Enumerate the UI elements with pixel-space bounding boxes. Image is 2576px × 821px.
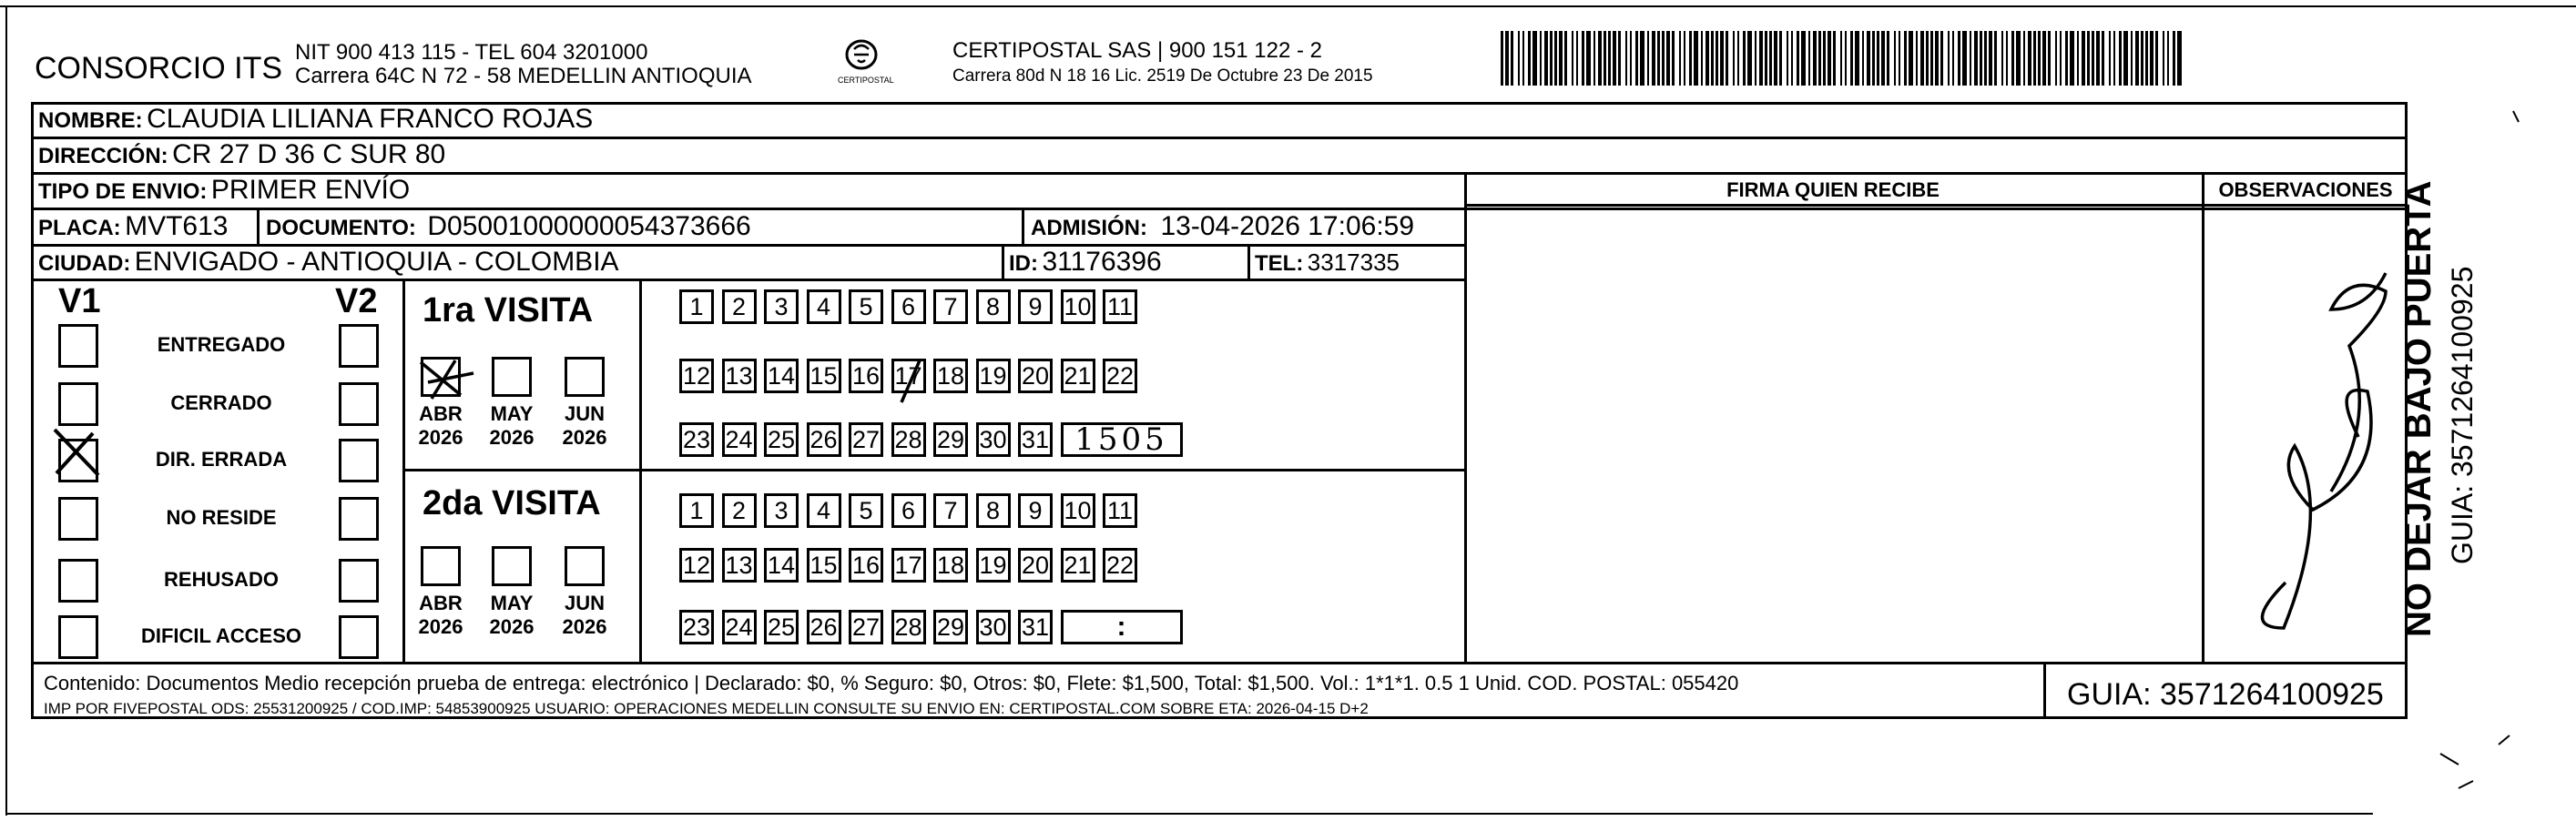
- status-option-label: DIR. ERRADA: [155, 448, 288, 471]
- company-nit-tel: NIT 900 413 115 - TEL 604 3201000: [295, 40, 648, 65]
- day-box-15[interactable]: 15: [807, 359, 841, 393]
- day-box-24[interactable]: 24: [722, 610, 757, 644]
- logo-text: CERTIPOSTAL: [838, 76, 894, 85]
- day-box-26[interactable]: 26: [807, 422, 841, 457]
- day-box-31[interactable]: 31: [1018, 610, 1053, 644]
- month-year: 2026: [562, 615, 607, 638]
- side-notice: NO DEJAR BAJO PUERTA: [2398, 180, 2439, 637]
- day-box-30[interactable]: 30: [976, 422, 1011, 457]
- status-option-label: NO RESIDE: [166, 506, 277, 529]
- day-box-14[interactable]: 14: [764, 359, 799, 393]
- day-box-4[interactable]: 4: [807, 493, 841, 528]
- city-label: CIUDAD:: [38, 251, 131, 276]
- month-year: 2026: [418, 426, 463, 449]
- month-label: JUN: [564, 402, 605, 425]
- month-year: 2026: [489, 426, 535, 449]
- company-name: CONSORCIO ITS: [35, 51, 283, 86]
- month-year: 2026: [489, 615, 535, 638]
- document-label: DOCUMENTO:: [266, 216, 416, 240]
- time-separator: :: [1116, 612, 1126, 642]
- abr-check: [421, 360, 473, 399]
- day-box-24[interactable]: 24: [722, 422, 757, 457]
- carrier-name: CERTIPOSTAL SAS | 900 151 122 - 2: [952, 38, 1322, 63]
- day-box-1[interactable]: 1: [679, 493, 714, 528]
- day-box-6[interactable]: 6: [891, 289, 926, 324]
- day-box-11[interactable]: 11: [1103, 493, 1137, 528]
- day-box-17[interactable]: 17: [891, 548, 926, 583]
- visit1-title: 1ra VISITA: [423, 291, 594, 329]
- day-box-12[interactable]: 12: [679, 359, 714, 393]
- v1-dir-errada-cross: [55, 430, 98, 475]
- side-guia: GUIA: 3571264100925: [2446, 266, 2479, 564]
- day-box-6[interactable]: 6: [891, 493, 926, 528]
- send-type-value: PRIMER ENVÍO: [210, 175, 411, 205]
- day-box-3[interactable]: 3: [764, 289, 799, 324]
- tel-label: TEL:: [1255, 251, 1304, 276]
- company-address: Carrera 64C N 72 - 58 MEDELLIN ANTIOQUIA: [295, 64, 752, 88]
- day-box-1[interactable]: 1: [679, 289, 714, 324]
- day-box-8[interactable]: 8: [976, 493, 1011, 528]
- day-box-3[interactable]: 3: [764, 493, 799, 528]
- city-value: ENVIGADO - ANTIOQUIA - COLOMBIA: [134, 247, 619, 277]
- day-box-10[interactable]: 10: [1061, 289, 1095, 324]
- visit2-title: 2da VISITA: [423, 484, 601, 522]
- day-box-16[interactable]: 16: [849, 359, 883, 393]
- admission-label: ADMISIÓN:: [1031, 216, 1147, 240]
- signature-column-header: FIRMA QUIEN RECIBE: [1726, 178, 1940, 201]
- signature-mark: [2262, 273, 2386, 628]
- day-box-30[interactable]: 30: [976, 610, 1011, 644]
- day-box-23[interactable]: 23: [679, 610, 714, 644]
- day-box-17[interactable]: 17: [891, 359, 926, 393]
- day-box-18[interactable]: 18: [933, 359, 968, 393]
- day-box-29[interactable]: 29: [933, 422, 968, 457]
- day-box-15[interactable]: 15: [807, 548, 841, 583]
- send-type-label: TIPO DE ENVIO:: [38, 179, 208, 204]
- status-option-label: ENTREGADO: [157, 333, 286, 356]
- day-box-9[interactable]: 9: [1018, 493, 1053, 528]
- day-box-5[interactable]: 5: [849, 493, 883, 528]
- day-box-9[interactable]: 9: [1018, 289, 1053, 324]
- day-box-27[interactable]: 27: [849, 422, 883, 457]
- day-box-28[interactable]: 28: [891, 610, 926, 644]
- month-year: 2026: [562, 426, 607, 449]
- month-label: MAY: [490, 402, 534, 425]
- plate-value: MVT613: [125, 211, 229, 241]
- day-box-19[interactable]: 19: [976, 548, 1011, 583]
- footer-print-info: IMP POR FIVEPOSTAL ODS: 25531200925 / COD.IMP: 54853900925 USUARIO: OPERACIONES MEDELLIN CONSULTE SU ENVIO EN: CERTIPOSTAL.COM SOBRE ETA: 2026-04-15 D+2: [44, 700, 1369, 717]
- month-label: MAY: [490, 592, 534, 614]
- day-box-31[interactable]: 31: [1018, 422, 1053, 457]
- day-box-21[interactable]: 21: [1061, 548, 1095, 583]
- day-box-21[interactable]: 21: [1061, 359, 1095, 393]
- day-box-2[interactable]: 2: [722, 289, 757, 324]
- month-year: 2026: [418, 615, 463, 638]
- v2-header: V2: [335, 282, 378, 320]
- footer-content: Contenido: Documentos Medio recepción prueba de entrega: electrónico | Declarado: $0, % Seguro: $0, Otros: $0, Flete: $1,500, Total: $1,500. Vol.: 1*1*1. 0.5 1 Unid. COD. POSTAL: 055420: [44, 672, 1739, 694]
- day-box-4[interactable]: 4: [807, 289, 841, 324]
- day-box-27[interactable]: 27: [849, 610, 883, 644]
- day-box-12[interactable]: 12: [679, 548, 714, 583]
- day-box-20[interactable]: 20: [1018, 548, 1053, 583]
- day-box-22[interactable]: 22: [1103, 359, 1137, 393]
- name-label: NOMBRE:: [38, 108, 143, 133]
- day-box-7[interactable]: 7: [933, 289, 968, 324]
- plate-label: PLACA:: [38, 216, 121, 240]
- day-box-5[interactable]: 5: [849, 289, 883, 324]
- day-box-25[interactable]: 25: [764, 610, 799, 644]
- id-value: 31176396: [1042, 247, 1162, 277]
- day-box-11[interactable]: 11: [1103, 289, 1137, 324]
- day-box-28[interactable]: 28: [891, 422, 926, 457]
- v1-header: V1: [58, 282, 101, 320]
- day-box-14[interactable]: 14: [764, 548, 799, 583]
- day-box-7[interactable]: 7: [933, 493, 968, 528]
- status-option-label: CERRADO: [170, 391, 272, 414]
- day-box-19[interactable]: 19: [976, 359, 1011, 393]
- day-box-13[interactable]: 13: [722, 359, 757, 393]
- status-option-label: DIFICIL ACCESO: [140, 624, 301, 647]
- carrier-address: Carrera 80d N 18 16 Lic. 2519 De Octubre 23 De 2015: [952, 66, 1373, 86]
- month-label: ABR: [419, 592, 463, 614]
- document-value: D05001000000054373666: [427, 211, 751, 241]
- day-box-23[interactable]: 23: [679, 422, 714, 457]
- day-box-25[interactable]: 25: [764, 422, 799, 457]
- day-box-20[interactable]: 20: [1018, 359, 1053, 393]
- day-box-13[interactable]: 13: [722, 548, 757, 583]
- tel-value: 3317335: [1307, 248, 1400, 276]
- day-box-2[interactable]: 2: [722, 493, 757, 528]
- day-box-16[interactable]: 16: [849, 548, 883, 583]
- day-box-8[interactable]: 8: [976, 289, 1011, 324]
- day-box-18[interactable]: 18: [933, 548, 968, 583]
- month-label: ABR: [419, 402, 463, 425]
- footer-guia: GUIA: 3571264100925: [2067, 677, 2384, 712]
- month-label: JUN: [564, 592, 605, 614]
- day-box-26[interactable]: 26: [807, 610, 841, 644]
- name-value: CLAUDIA LILIANA FRANCO ROJAS: [147, 104, 594, 134]
- day-box-29[interactable]: 29: [933, 610, 968, 644]
- time-handwritten: 1505: [1074, 421, 1168, 458]
- address-label: DIRECCIÓN:: [38, 144, 168, 168]
- status-option-label: REHUSADO: [164, 568, 279, 591]
- observations-column-header: OBSERVACIONES: [2218, 178, 2393, 201]
- day-box-10[interactable]: 10: [1061, 493, 1095, 528]
- day-box-22[interactable]: 22: [1103, 548, 1137, 583]
- address-value: CR 27 D 36 C SUR 80: [172, 139, 446, 169]
- admission-value: 13-04-2026 17:06:59: [1160, 211, 1415, 241]
- id-label: ID:: [1009, 251, 1038, 276]
- day15-slash: [901, 360, 920, 402]
